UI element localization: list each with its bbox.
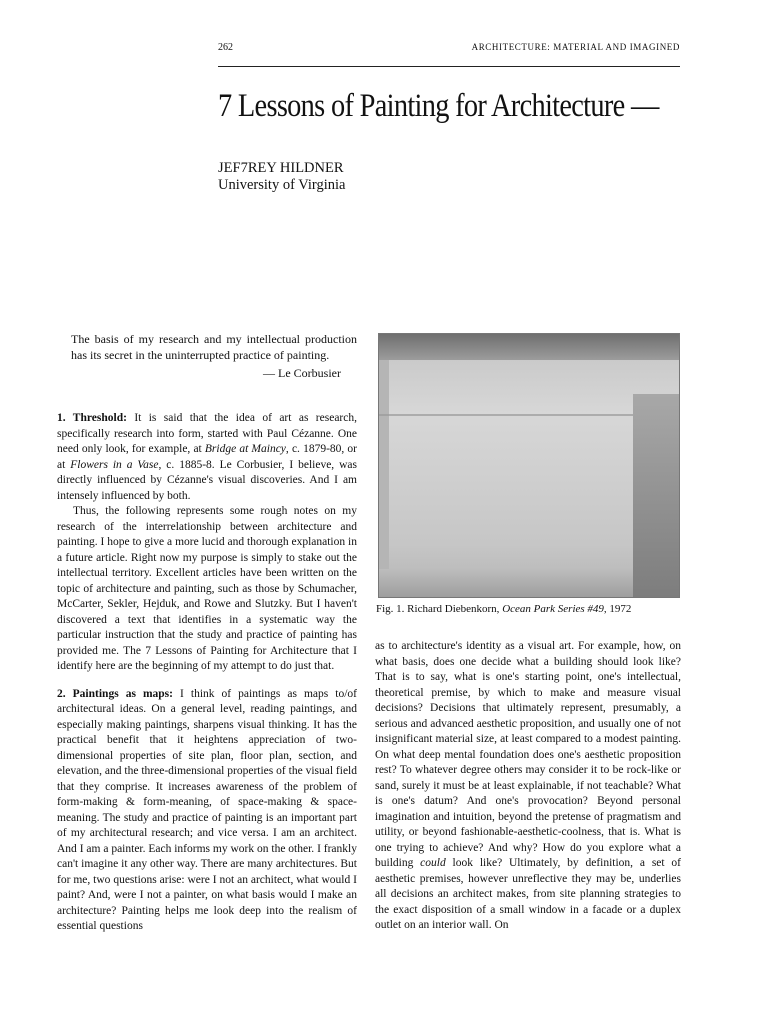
page-header [218,42,680,58]
author-name: JEF7REY HILDNER [218,160,344,176]
work-title-flowers: Flowers in a Vase [70,458,159,471]
author-affiliation: University of Virginia [218,177,346,193]
section-1-paragraph-2: Thus, the following represents some rough notes on my research of the interrelationship between architecture and painting. I hope to give a more lucid and thorough explanation in a future article. Right now my purpose is simply to stake out the intellectual territory. Excellent articles have been written on the topic of architecture and painting, such as those by Schumacher, McCarter, Sekler, Hejduk, and Rowe and Slutzky. But I haven't discovered a text that identifies in a systematic way the particular instruction that the study and practice of painting has provided me. The 7 Lessons of Painting for Architecture that I identify here are the beginning of my attempt to do just that. [57,505,357,672]
epigraph-text: The basis of my research and my intellectual production has its secret in the uninterrupted practice of painting. [71,332,357,362]
left-column [57,331,357,935]
caption-suffix: , 1972 [603,603,632,615]
figure-caption [376,602,631,616]
running-head: ARCHITECTURE: MATERIAL AND IMAGINED [471,42,680,52]
section-2-text: I think of paintings as maps to/of architectural ideas. On a general level, reading paintings, and especially making paintings, sharpens visual thinking. It has the practical benefit that it heightens appreciation of two-dimensional properties of site plan, floor plan, section, and elevation, and the three-dimensional properties of the visual field that they comprise. It increases awareness of the problem of form-making & form-meaning, of space-making & space-meaning. The study and practice of painting is an important part of my architectural research; and vice versa. I am an architect. And I am a painter. Each informs my work on the other. I frankly can't imagine it any other way. There are many architectures. But for me, two questions arise: were I not an architect, what would I paint? And, were I not a painter, on what basis would I make an architecture? Painting helps me look deep into the realism of essential questions [57,687,357,932]
epigraph-attribution: — Le Corbusier [263,366,341,380]
right-column [375,639,681,934]
right-text-b: look like? Ultimately, by definition, a set of aesthetic premises, however unreflective they may be, underlies all decisions an architect makes, from site planning strategies to the exact disposition of a small window in a facade or a duplex outlet on an interior wall. On [375,857,681,931]
caption-title: Ocean Park Series #49 [502,603,604,615]
header-rule [218,66,680,67]
work-title-bridge: Bridge at Maincy [204,443,286,455]
section-2-heading: 2. Paintings as maps: [57,687,173,700]
section-1-text-c: , c. 1885-8. Le Corbusier, I believe, was directly influenced by Cézanne's visual discoveries. And I am intensely influenced by both. [57,458,357,502]
right-column-paragraph [375,639,681,934]
section-2-paragraph [57,687,357,935]
right-text-a: as to architecture's identity as a visual art. For example, how, on what basis, does one decide what a building should look like? That is to say, what is one's starting point, one's intellectual, theoretical premise, by which to make and measure visual decisions? Decisions that ultimately represent, presumably, a serious and advanced aesthetic proposition, and usually one of not insignificant material size, at least compared to a modest painting. On what deep mental foundation does one's aesthetic proposition rest? To whatever degree others may consider it to be rock-like or sand, surely it must be at least explainable, if not teachable? What is one's datum? And one's provocation? Beyond personal imagination and intuition, beyond the pretense of pragmatism and utility, or beyond fashionable-aesthetic-coolness, that is. What is one trying to achieve? And why? How do you explore what a building [375,640,681,869]
right-text-could: could [420,857,446,869]
figure-painting-image [378,333,680,598]
section-1-text-b: , c. 1879-80, or at [57,443,357,471]
section-1-text-a: It is said that the idea of art as research, specifically research into form, started with Paul Cézanne. One need only look, for example, at [57,412,357,455]
epigraph [57,331,357,381]
caption-prefix: Fig. 1. Richard Diebenkorn, [376,603,503,615]
section-1-paragraph-1 [57,411,357,504]
section-1-heading: 1. Threshold: [57,412,127,424]
page-number: 262 [218,42,233,53]
article-title: 7 Lessons of Painting for Architecture — [218,88,659,124]
